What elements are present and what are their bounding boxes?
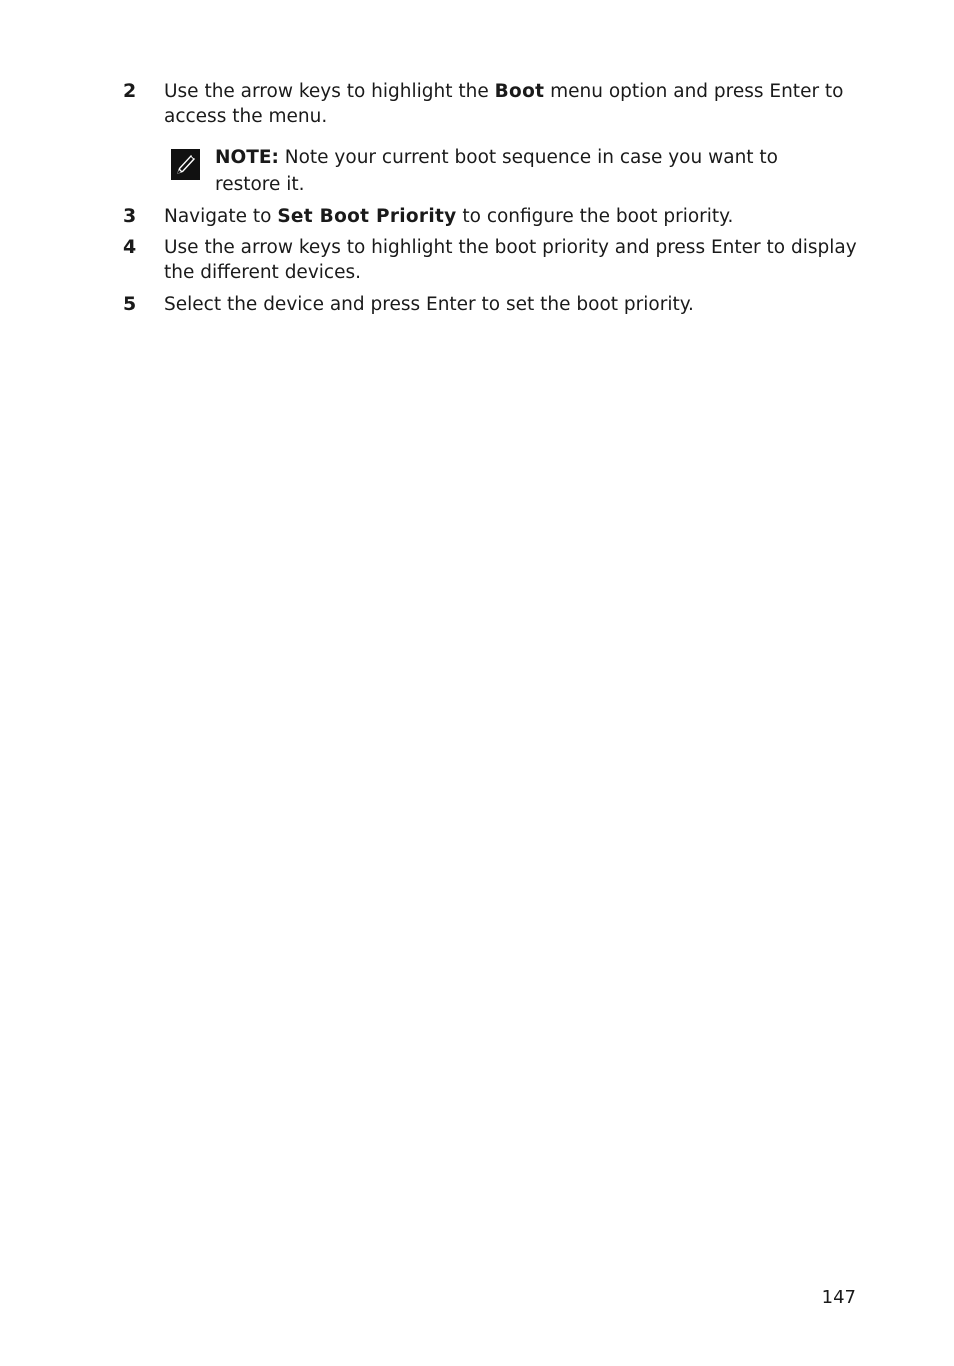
step-number: 5 <box>123 293 137 315</box>
step-text: Use the arrow keys to highlight the Boot menu option and press Enter to access the menu. <box>164 81 844 127</box>
page-number: 147 <box>821 1287 856 1308</box>
step-number: 4 <box>123 236 137 258</box>
step-number: 3 <box>123 205 137 227</box>
note-text: NOTE: Note your current boot sequence in case you want to restore it. <box>215 147 778 195</box>
pencil-note-icon <box>171 149 200 180</box>
setting-name: Set Boot Priority <box>277 206 457 227</box>
step-text: Navigate to Set Boot Priority to configure the boot priority. <box>164 206 734 227</box>
menu-option-name: Boot <box>494 81 545 102</box>
step-text: Use the arrow keys to highlight the boot priority and press Enter to display the different devices. <box>164 237 857 283</box>
step-text: Select the device and press Enter to set the boot priority. <box>164 294 694 315</box>
step-number: 2 <box>123 80 137 102</box>
note-label: NOTE: <box>215 147 279 168</box>
